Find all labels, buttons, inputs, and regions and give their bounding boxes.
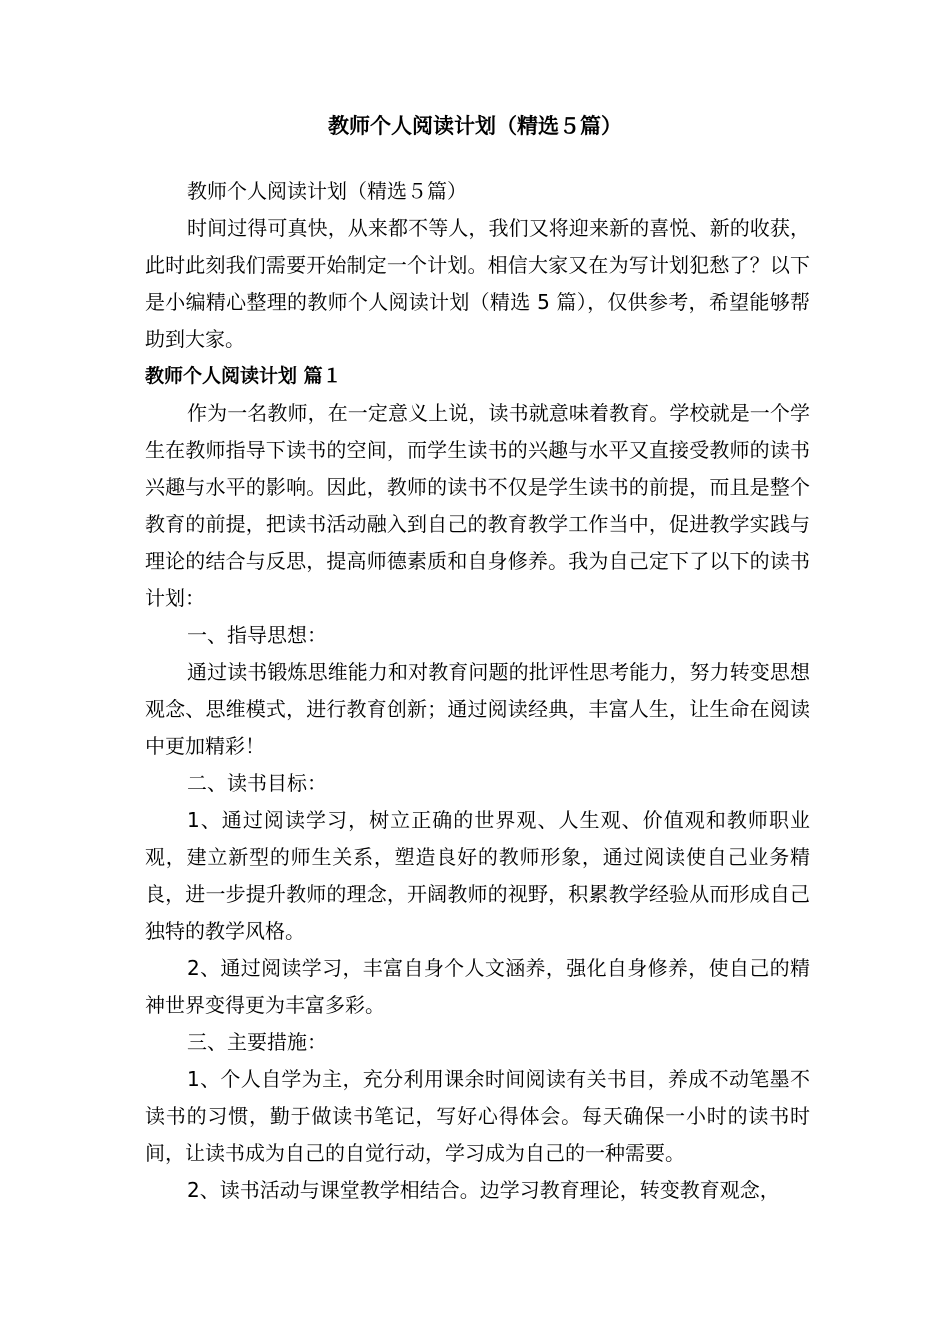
section-heading: 教师个人阅读计划 篇１ xyxy=(145,365,342,387)
section-paragraph-goal-1: 1、通过阅读学习，树立正确的世界观、人生观、价值观和教师职业观，建立新型的师生关系，塑造良好的教师形象，通过阅读使自己业务精良，进一步提升教师的理念，开阔教师的视野，积累教学经验从而形成自己独特的教学风格。 xyxy=(145,808,810,943)
section-paragraph-guiding-thought: 通过读书锻炼思维能力和对教育问题的批评性思考能力，努力转变思想观念、思维模式，进行教育创新；通过阅读经典，丰富人生，让生命在阅读中更加精彩！ xyxy=(145,660,810,758)
subheading-reading-goals: 二、读书目标： xyxy=(187,771,327,795)
subheading-main-measures: 三、主要措施： xyxy=(187,1030,327,1054)
subheading-guiding-thought: 一、指导思想： xyxy=(187,623,327,647)
document-title: 教师个人阅读计划（精选５篇） xyxy=(328,114,622,138)
section-paragraph-goal-2: 2、通过阅读学习，丰富自身个人文涵养，强化自身修养，使自己的精神世界变得更为丰富多彩。 xyxy=(145,956,810,1017)
section-paragraph-measure-1: 1、个人自学为主，充分利用课余时间阅读有关书目，养成不动笔墨不读书的习惯，勤于做读书笔记，写好心得体会。每天确保一小时的读书时间，让读书成为自己的自觉行动，学习成为自己的一种需要。 xyxy=(145,1067,810,1165)
intro-paragraph: 时间过得可真快，从来都不等人，我们又将迎来新的喜悦、新的收获，此时此刻我们需要开始制定一个计划。相信大家又在为写计划犯愁了？以下是小编精心整理的教师个人阅读计划（精选 5 篇），仅供参考，希望能够帮助到大家。 xyxy=(145,216,810,351)
document-body xyxy=(145,173,810,1209)
section-paragraph-intro: 作为一名教师，在一定意义上说，读书就意味着教育。学校就是一个学生在教师指导下读书的空间，而学生读书的兴趣与水平又直接受教师的读书兴趣与水平的影响。因此，教师的读书不仅是学生读书的前提，而且是整个教育的前提，把读书活动融入到自己的教育教学工作当中，促进教学实践与理论的结合与反思，提高师德素质和自身修养。我为自己定下了以下的读书计划： xyxy=(145,401,810,610)
subtitle-paragraph: 教师个人阅读计划（精选５篇） xyxy=(187,179,467,203)
section-paragraph-measure-2: 2、读书活动与课堂教学相结合。边学习教育理论，转变教育观念， xyxy=(187,1178,780,1202)
